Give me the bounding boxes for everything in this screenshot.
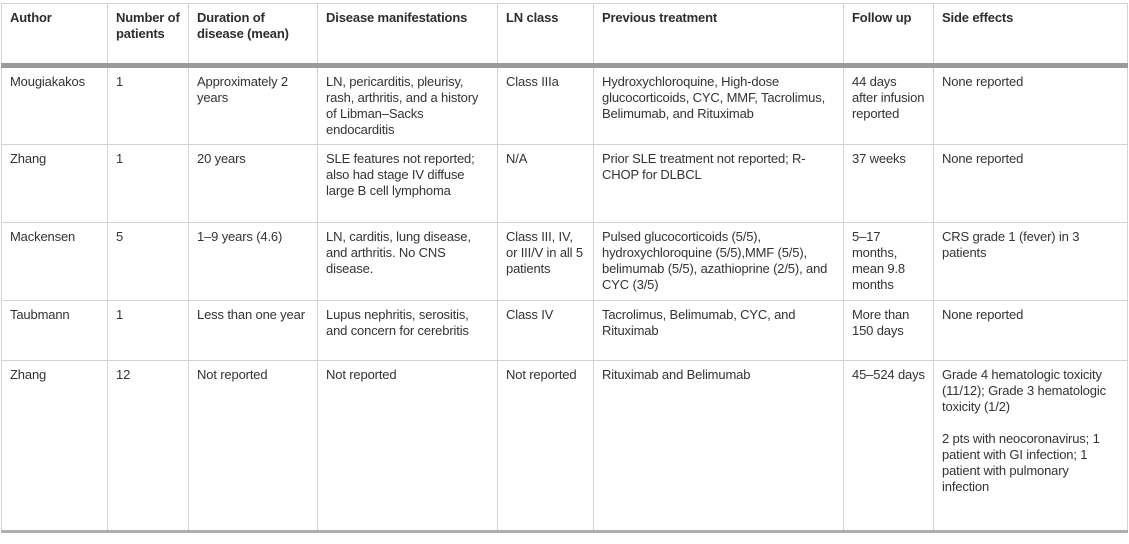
table-cell [594, 223, 844, 301]
header-row [2, 4, 1128, 66]
cell-text: Tacrolimus, Belimumab, CYC, and Rituximab [602, 307, 796, 338]
table-cell [2, 361, 108, 532]
table-row [2, 145, 1128, 223]
column-header-number-of-patients: Number of patients [108, 4, 189, 66]
cell-text: Class IV [506, 307, 554, 322]
table-cell [318, 301, 498, 361]
table-cell [2, 301, 108, 361]
cell-text: Class III, IV, or III/V in all 5 patients [506, 229, 583, 276]
table-cell [108, 301, 189, 361]
table-header [2, 4, 1128, 66]
column-header-ln-class: LN class [498, 4, 594, 66]
column-header-author: Author [2, 4, 108, 66]
cell-text: LN, carditis, lung disease, and arthritis. No CNS disease. [326, 229, 471, 276]
cell-text: 20 years [197, 151, 246, 166]
table-cell [594, 301, 844, 361]
cell-text: 5–17 months, mean 9.8 months [852, 229, 906, 292]
cell-text: LN, pericarditis, pleurisy, rash, arthritis, and a history of Libman–Sacks endocarditis [326, 74, 479, 137]
table-cell [844, 66, 934, 145]
cell-text: Not reported [506, 367, 577, 382]
cell-text: 12 [116, 367, 131, 382]
cell-text: N/A [506, 151, 528, 166]
table-cell [594, 145, 844, 223]
table-row [2, 361, 1128, 532]
cell-text: Not reported [326, 367, 397, 382]
table-cell [189, 66, 318, 145]
table-cell [498, 145, 594, 223]
table-cell [934, 223, 1128, 301]
table-cell [934, 66, 1128, 145]
table-cell [2, 145, 108, 223]
table-row [2, 223, 1128, 301]
cell-text: None reported [942, 307, 1024, 322]
table-cell [934, 301, 1128, 361]
table-cell [934, 145, 1128, 223]
cell-text: None reported [942, 74, 1024, 89]
cell-text: Zhang [10, 367, 47, 382]
cell-text: Prior SLE treatment not reported; R-CHOP for DLBCL [602, 151, 806, 182]
table-cell [844, 361, 934, 532]
table-cell [594, 66, 844, 145]
cell-text: SLE features not reported; also had stage IV diffuse large B cell lymphoma [326, 151, 475, 198]
table-cell [318, 361, 498, 532]
table-cell [318, 66, 498, 145]
cell-text: 1 [116, 74, 124, 89]
table-cell [189, 145, 318, 223]
cell-text [942, 415, 1119, 431]
cell-text: 2 pts with neocoronavirus; 1 patient with GI infection; 1 patient with pulmonary infection [942, 431, 1100, 494]
cell-text: 1 [116, 307, 124, 322]
column-header-follow-up: Follow up [844, 4, 934, 66]
table-cell [844, 223, 934, 301]
table-cell [934, 361, 1128, 532]
table-cell [189, 223, 318, 301]
cell-text: 5 [116, 229, 124, 244]
cell-text: Lupus nephritis, serositis, and concern for cerebritis [326, 307, 469, 338]
table-row [2, 66, 1128, 145]
table-cell [498, 301, 594, 361]
study-summary-table [1, 3, 1128, 533]
table-cell [108, 361, 189, 532]
table-body [2, 66, 1128, 532]
cell-text: 44 days after infusion reported [852, 74, 925, 121]
table-cell [108, 66, 189, 145]
cell-text: Approximately 2 years [197, 74, 288, 105]
cell-text: Rituximab and Belimumab [602, 367, 751, 382]
cell-text: None reported [942, 151, 1024, 166]
cell-text: 1 [116, 151, 124, 166]
cell-text: Pulsed glucocorticoids (5/5), hydroxychloroquine (5/5),MMF (5/5), belimumab (5/5), azathioprine (2/5), and CYC (3/5) [602, 229, 828, 292]
cell-text: Hydroxychloroquine, High-dose glucocorticoids, CYC, MMF, Tacrolimus, Belimumab, and Rituximab [602, 74, 826, 121]
table-cell [498, 361, 594, 532]
table-cell [108, 145, 189, 223]
table-cell [498, 66, 594, 145]
table-cell [844, 145, 934, 223]
table-row [2, 301, 1128, 361]
cell-text: Mackensen [10, 229, 76, 244]
column-header-duration: Duration of disease (mean) [189, 4, 318, 66]
table-cell [189, 301, 318, 361]
cell-text: 37 weeks [852, 151, 906, 166]
cell-text: Taubmann [10, 307, 70, 322]
table-cell [108, 223, 189, 301]
cell-text: Not reported [197, 367, 268, 382]
cell-text: Zhang [10, 151, 47, 166]
table-cell [2, 66, 108, 145]
cell-text: More than 150 days [852, 307, 910, 338]
cell-text: CRS grade 1 (fever) in 3 patients [942, 229, 1080, 260]
table-cell [318, 223, 498, 301]
cell-text: Mougiakakos [10, 74, 85, 89]
column-header-previous-treatment: Previous treatment [594, 4, 844, 66]
cell-text: 1–9 years (4.6) [197, 229, 283, 244]
table-cell [844, 301, 934, 361]
table-cell [189, 361, 318, 532]
table-cell [2, 223, 108, 301]
cell-text: Class IIIa [506, 74, 559, 89]
cell-text: Grade 4 hematologic toxicity (11/12); Grade 3 hematologic toxicity (1/2) [942, 367, 1106, 414]
table-cell [594, 361, 844, 532]
column-header-side-effects: Side effects [934, 4, 1128, 66]
cell-text: Less than one year [197, 307, 305, 322]
table-cell [318, 145, 498, 223]
table-cell [498, 223, 594, 301]
cell-text: 45–524 days [852, 367, 925, 382]
column-header-disease-manifestations: Disease manifestations [318, 4, 498, 66]
